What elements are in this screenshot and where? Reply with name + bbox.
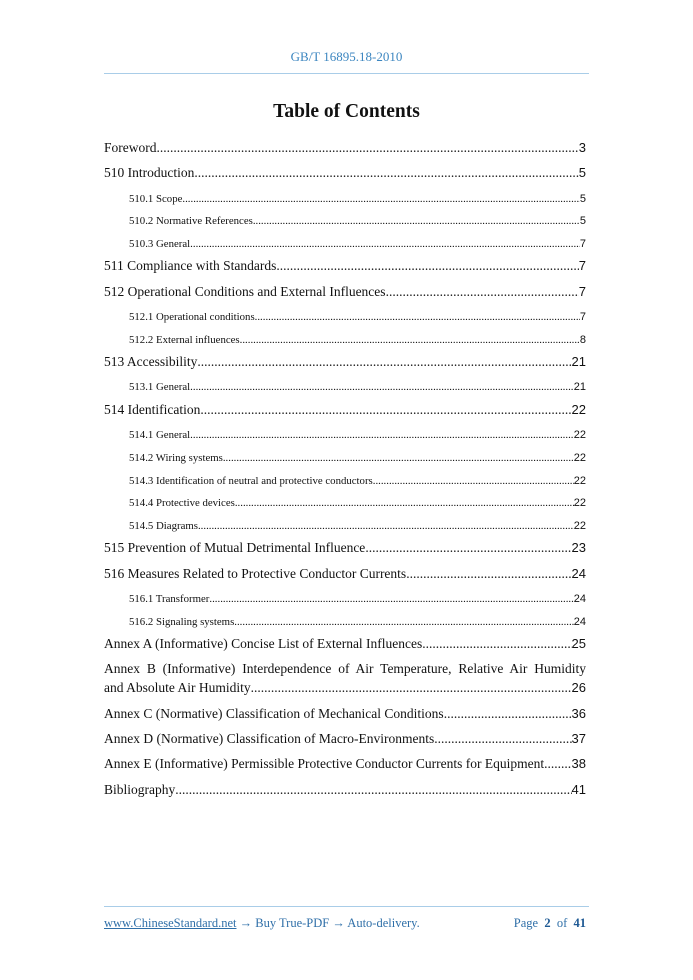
toc-entry-page: 22 (573, 519, 586, 532)
toc-entry-page: 3 (578, 140, 586, 155)
toc-entry[interactable] (104, 448, 586, 471)
toc-entry-page: 5 (578, 165, 586, 181)
toc-entry-label: 514.1 General (129, 429, 191, 442)
toc-entry[interactable] (104, 163, 586, 188)
toc-entry-line1[interactable]: Annex B (Informative) Interdependence of Air Temperature, Relative Air Humidity (104, 661, 586, 677)
dot-leader (209, 589, 573, 609)
toc-entry-label: 516.1 Transformer (129, 592, 210, 605)
toc-entry-page: 24 (571, 565, 586, 581)
toc-entry-page: 21 (573, 381, 586, 394)
toc-entry-label: 516.2 Signaling systems (129, 615, 235, 628)
toc-entry-label: 512.2 External influences (129, 333, 240, 346)
current-page: 2 (544, 916, 551, 930)
toc-entry-page: 41 (571, 781, 586, 797)
toc-entry-label: 513 Accessibility (104, 354, 198, 370)
toc-entry-label: Annex A (Informative) Concise List of External Influences (104, 636, 423, 652)
toc-entry-page: 26 (571, 680, 586, 696)
toc-entry-page: 25 (571, 636, 586, 652)
total-pages: 41 (573, 916, 586, 930)
toc-entry-page: 22 (573, 474, 586, 487)
toc-entry-label: Bibliography (104, 781, 176, 797)
toc-entry-page: 8 (579, 333, 586, 346)
dot-leader (197, 352, 571, 372)
toc-entry-page: 22 (573, 451, 586, 464)
toc-entry[interactable] (104, 729, 586, 754)
toc-entry[interactable] (104, 234, 586, 257)
toc-entry-label: 512 Operational Conditions and External Influences (104, 283, 386, 299)
dot-leader (434, 729, 571, 749)
toc-entry-label: 510.3 General (129, 237, 191, 250)
toc-entry-page: 7 (579, 310, 586, 323)
toc-entry-page: 37 (571, 730, 586, 746)
dot-leader (223, 448, 574, 468)
toc-entry-label: 510 Introduction (104, 165, 195, 181)
dot-leader (157, 138, 579, 158)
toc-entry-page: 24 (573, 615, 586, 628)
dot-leader (365, 538, 571, 558)
dot-leader (544, 754, 571, 774)
toc-entry[interactable] (104, 189, 586, 212)
toc-entry[interactable] (104, 330, 586, 353)
dot-leader (190, 234, 580, 254)
toc-entry[interactable] (104, 754, 586, 779)
running-header: GB/T 16895.18-2010 (290, 49, 403, 64)
toc-entry[interactable] (104, 307, 586, 330)
dot-leader (234, 612, 573, 632)
toc-entry-label: Annex C (Normative) Classification of Mechanical Conditions (104, 705, 444, 721)
toc-entry-label: and Absolute Air Humidity (104, 680, 251, 696)
toc-entry-page: 7 (579, 237, 586, 250)
toc-entry[interactable] (104, 589, 586, 612)
toc-entry-label: 512.1 Operational conditions (129, 310, 255, 323)
toc-entry-page: 22 (573, 429, 586, 442)
dot-leader (182, 189, 579, 209)
toc-entry-page: 23 (571, 540, 586, 556)
toc-entry-page: 5 (579, 192, 586, 205)
toc-entry-page: 24 (573, 592, 586, 605)
dot-leader (406, 564, 571, 584)
toc-entry[interactable] (104, 538, 586, 563)
dot-leader (255, 307, 580, 327)
toc-entry[interactable] (104, 704, 586, 729)
dot-leader (235, 493, 574, 513)
dot-leader (276, 256, 578, 276)
footer-tagline: → Buy True-PDF → Auto-delivery. (236, 916, 420, 930)
dot-leader (251, 678, 572, 698)
toc-entry-page: 7 (578, 283, 586, 299)
toc-entry-label: 516 Measures Related to Protective Conductor Currents (104, 565, 407, 581)
toc-entry[interactable] (104, 471, 586, 494)
toc-entry[interactable] (104, 282, 586, 307)
toc-entry[interactable] (104, 138, 586, 163)
toc-entry-label: Foreword (104, 140, 157, 155)
toc-entry[interactable] (104, 678, 586, 703)
toc-entry-page: 36 (571, 705, 586, 721)
toc-entry[interactable] (104, 780, 586, 805)
toc-entry-label: 510.1 Scope (129, 192, 183, 205)
dot-leader (386, 282, 579, 302)
toc-entry-label: 514 Identification (104, 402, 201, 418)
dot-leader (190, 377, 574, 397)
toc-entry-label: 514.2 Wiring systems (129, 451, 223, 464)
toc-entry[interactable] (104, 352, 586, 377)
toc-entry-page: 21 (571, 354, 586, 370)
toc-entry[interactable] (104, 493, 586, 516)
table-of-contents (104, 138, 586, 805)
toc-entry[interactable] (104, 564, 586, 589)
dot-leader (253, 211, 580, 231)
toc-entry-page: 22 (571, 402, 586, 418)
dot-leader (200, 400, 571, 420)
toc-entry[interactable] (104, 516, 586, 539)
dot-leader (198, 516, 574, 536)
toc-entry[interactable] (104, 425, 586, 448)
dot-leader (194, 163, 578, 183)
dot-leader (240, 330, 580, 350)
page-title: Table of Contents (273, 101, 420, 122)
header-divider (104, 73, 589, 74)
dot-leader (422, 634, 571, 654)
toc-entry[interactable] (104, 400, 586, 425)
toc-entry-label: Annex E (Informative) Permissible Protective Conductor Currents for Equipment (104, 756, 545, 772)
toc-entry-label: 514.4 Protective devices (129, 497, 235, 510)
dot-leader (190, 425, 574, 445)
footer-divider (104, 906, 589, 907)
footer (104, 916, 586, 931)
dot-leader (175, 780, 571, 800)
toc-entry[interactable] (104, 377, 586, 400)
toc-entry-label: 514.5 Diagrams (129, 519, 198, 532)
footer-promo (104, 916, 420, 931)
toc-entry[interactable] (104, 612, 586, 635)
toc-entry[interactable] (104, 634, 586, 659)
toc-entry-label: 514.3 Identification of neutral and protective conductors (129, 474, 373, 487)
toc-entry-label: 515 Prevention of Mutual Detrimental Influence (104, 540, 366, 556)
toc-entry[interactable] (104, 256, 586, 281)
toc-entry-page: 38 (571, 756, 586, 772)
toc-entry-label: Annex D (Normative) Classification of Macro-Environments (104, 730, 435, 746)
toc-entry-label: 511 Compliance with Standards (104, 258, 277, 274)
website-link[interactable]: www.ChineseStandard.net (104, 916, 237, 930)
toc-entry-page: 22 (573, 497, 586, 510)
dot-leader (373, 471, 574, 491)
page-indicator: Page 2 of 41 (513, 916, 586, 930)
toc-entry-page: 5 (579, 215, 586, 228)
dot-leader (444, 704, 572, 724)
toc-entry-label: 513.1 General (129, 381, 191, 394)
toc-entry-page: 7 (578, 258, 586, 274)
toc-entry-label: 510.2 Normative References (129, 215, 253, 228)
toc-entry[interactable] (104, 211, 586, 234)
